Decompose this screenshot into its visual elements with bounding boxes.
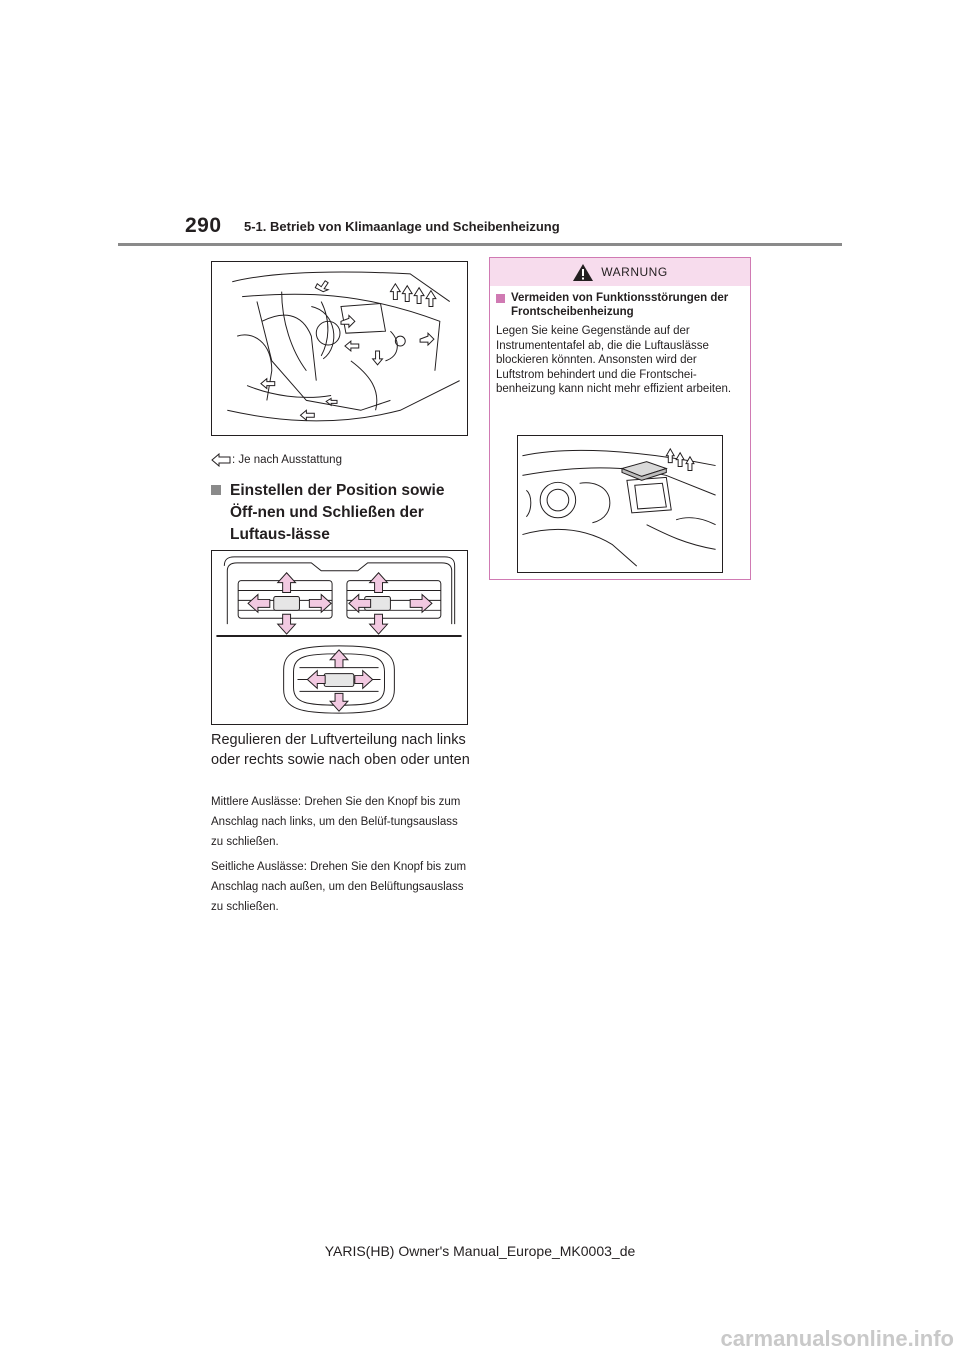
warning-subheading (496, 291, 741, 319)
watermark: carmanualsonline.info (720, 1326, 954, 1351)
warning-subheading-text: Vermeiden von Funktionsstörungen der Frontscheibenheizung (511, 292, 729, 318)
footer: YARIS(HB) Owner's Manual_Europe_MK0003_de (324, 1243, 636, 1259)
side-outlets-paragraph: Seitliche Auslässe: Drehen Sie den Knopf bis zum Anschlag nach außen, um den Belüftungsauslass zu schließen. (211, 861, 467, 913)
legend (211, 450, 342, 470)
vent-illustration (212, 551, 467, 724)
outlet-arrow-icon (211, 453, 231, 467)
subheading (211, 480, 471, 546)
pink-square-bullet (496, 294, 505, 303)
center-outlets-paragraph: Mittlere Auslässe: Drehen Sie den Knopf bis zum Anschlag nach links, um den Belüf-tungsauslass zu schließen. (211, 796, 461, 848)
dashboard-illustration (518, 436, 722, 572)
subheading-text: Einstellen der Position sowie Öff-nen und Schließen der Luftaus-lässe (230, 482, 445, 543)
interior-outlets-figure (211, 261, 468, 436)
dashboard-blocked-figure (517, 435, 723, 573)
gray-square-bullet (211, 485, 221, 495)
warning-header (490, 258, 750, 286)
interior-illustration (212, 262, 467, 435)
section-title: 5-1. Betrieb von Klimaanlage und Scheibenheizung (244, 219, 560, 234)
header-rule (118, 243, 842, 246)
warning-body: Legen Sie keine Gegenstände auf der Instrumententafel ab, die die Luftauslässe blockieren könnten. Ansonsten wird der Luftstrom behindert und die Frontschei-benheizung kann nicht mehr effizient arbeiten. (496, 325, 732, 395)
lead-text: Regulieren der Luftverteilung nach links oder rechts sowie nach oben oder unten (211, 732, 470, 768)
vent-adjustment-figure (211, 550, 468, 725)
warning-triangle-icon (572, 263, 594, 282)
legend-text: : Je nach Ausstattung (232, 454, 342, 466)
page-number: 290 (185, 214, 222, 237)
warning-title: WARNUNG (601, 265, 668, 279)
